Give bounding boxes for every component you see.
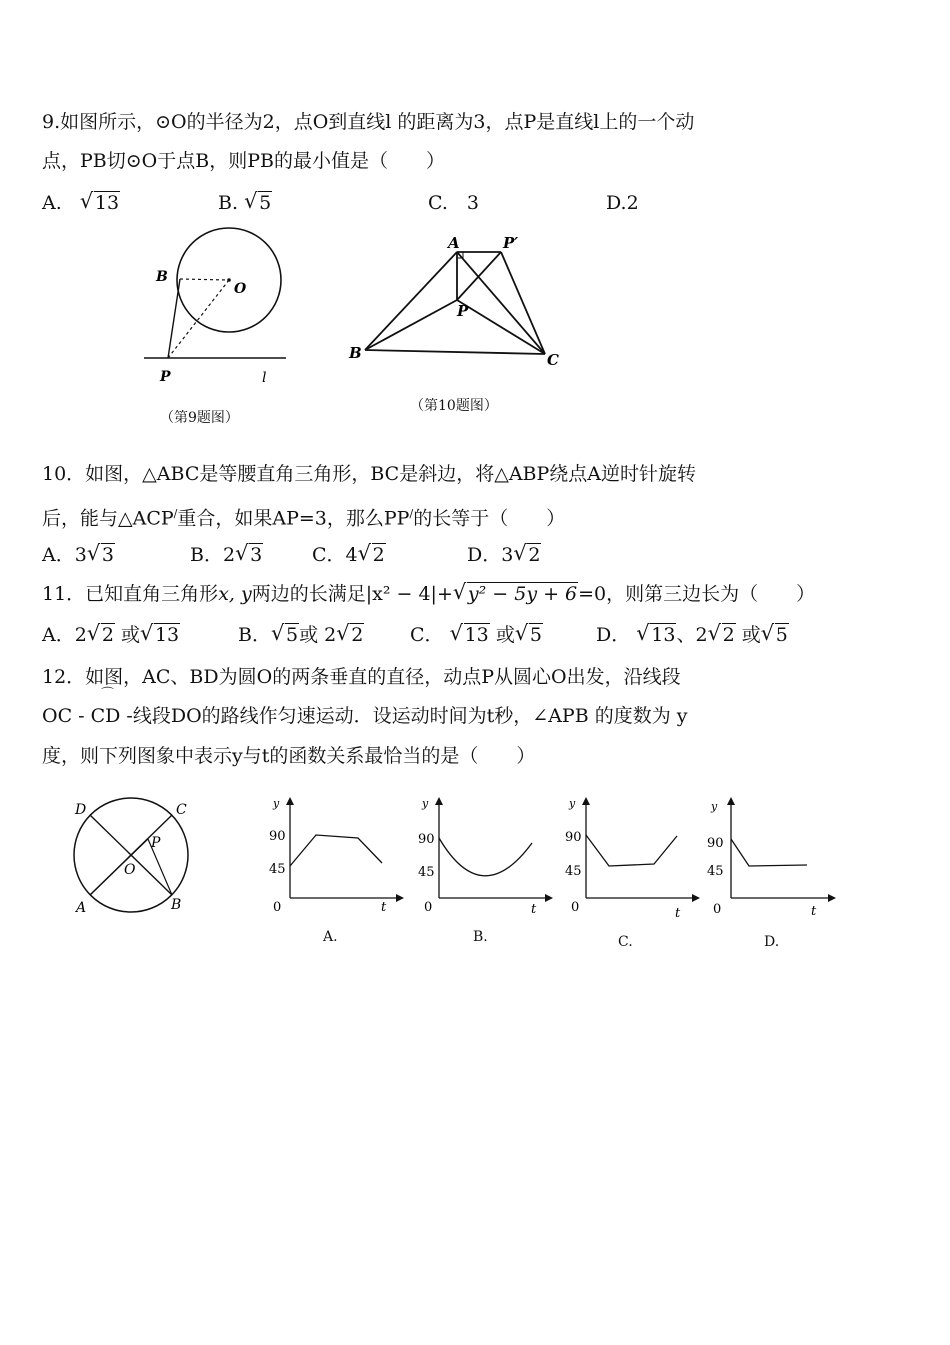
q12-label-a: A <box>76 900 87 916</box>
q11-option-a: A．2√ 2 或√ 13 <box>42 622 180 648</box>
q9-label-p: P <box>160 369 171 385</box>
q10-figure <box>345 230 565 370</box>
svg-text:y: y <box>422 797 429 810</box>
q9-figure <box>138 224 298 384</box>
svg-text:45: 45 <box>565 864 582 879</box>
q10-label-p: P <box>457 302 469 320</box>
q11-line-1: 11．已知直角三角形x, y两边的长满足|x² − 4|+√ y² − 5y + 6=0，则第三边长为（ ） <box>42 581 815 607</box>
svg-text:90: 90 <box>565 830 582 845</box>
q10-figure-caption: （第10题图） <box>410 398 498 414</box>
svg-text:y: y <box>569 797 576 810</box>
q9-option-c: C. 3 <box>428 192 479 214</box>
q11-option-b: B．√ 5或 2√ 2 <box>238 622 364 648</box>
svg-text:t: t <box>381 900 387 915</box>
svg-text:t: t <box>675 906 681 921</box>
q12-label-o: O <box>124 862 136 878</box>
q11-option-d: D． √ 13、2√ 2 或√ 5 <box>596 622 789 648</box>
q12-graph-b <box>414 793 554 918</box>
svg-text:45: 45 <box>707 864 724 879</box>
q9-center-dot <box>227 278 231 282</box>
svg-text:90: 90 <box>707 836 724 851</box>
q9-label-b: B <box>156 269 168 285</box>
q10-label-p-prime: P′ <box>503 234 519 252</box>
svg-text:0: 0 <box>273 900 282 915</box>
svg-text:0: 0 <box>571 900 580 915</box>
q12-graph-b-caption: B. <box>473 929 488 945</box>
q10-option-b: B．2√ 3 <box>190 542 263 568</box>
q12-line-3: 度，则下列图象中表示y与t的函数关系最恰当的是（ ） <box>42 745 536 767</box>
q9-figure-caption: （第9题图） <box>160 410 239 426</box>
svg-text:90: 90 <box>269 829 286 844</box>
q12-line-1: 12．如图，AC、BD为圆O的两条垂直的直径，动点P从圆心O出发，沿线段 <box>42 666 681 688</box>
q9-label-o: O <box>234 281 247 297</box>
q10-option-d: D．3√ 2 <box>467 542 541 568</box>
q12-graph-c-caption: C. <box>618 934 633 950</box>
q9-option-a: A. √ 13 <box>42 190 120 216</box>
q10-line-1: 10．如图，△ABC是等腰直角三角形，BC是斜边，将△ABP绕点A逆时针旋转 <box>42 463 697 485</box>
q9-segment-pb <box>168 279 180 358</box>
svg-text:0: 0 <box>424 900 433 915</box>
q12-arc-mark: ⌒ <box>101 687 115 702</box>
q12-line-2: OC - CD -线段DO的路线作匀速运动．设运动时间为t秒，∠APB 的度数为 y <box>42 705 688 727</box>
q9-line-2: 点，PB切⊙O于点B，则PB的最小值是（ ） <box>42 150 445 172</box>
svg-text:45: 45 <box>269 862 286 877</box>
svg-text:90: 90 <box>418 832 435 847</box>
q12-graph-d <box>703 793 843 918</box>
q9-label-l: l <box>262 370 267 386</box>
q10-line-2: 后，能与△ACP/重合，如果AP=3，那么PP/的长等于（ ） <box>42 507 566 530</box>
q10-label-b: B <box>349 344 362 362</box>
q9-option-d: D.2 <box>606 192 639 214</box>
q10-label-a: A <box>448 234 460 252</box>
q9-option-b: B. √ 5 <box>218 190 272 216</box>
svg-text:t: t <box>531 902 537 917</box>
q9-segment-po <box>168 280 229 358</box>
svg-text:t: t <box>811 904 817 919</box>
svg-text:45: 45 <box>418 865 435 880</box>
q10-option-c: C．4√ 2 <box>312 542 386 568</box>
q12-label-p: P <box>151 835 161 851</box>
q9-segment-bo <box>180 279 229 280</box>
q12-circle-figure <box>68 795 198 920</box>
q12-graph-a <box>265 793 405 918</box>
q10-option-a: A．3√ 3 <box>42 542 115 568</box>
q12-graph-a-caption: A. <box>323 929 338 945</box>
q12-label-d: D <box>75 802 87 818</box>
q9-line-1: 9.如图所示，⊙O的半径为2，点O到直线l 的距离为3，点P是直线l上的一个动 <box>42 111 695 133</box>
svg-text:y: y <box>273 797 280 810</box>
q10-label-c: C <box>547 351 559 369</box>
q12-graph-c <box>561 793 701 921</box>
q11-option-c: C． √ 13 或√ 5 <box>410 622 543 648</box>
svg-text:0: 0 <box>713 902 722 917</box>
q12-graph-d-caption: D. <box>764 934 780 950</box>
q12-label-c: C <box>176 802 187 818</box>
svg-text:y: y <box>711 800 718 813</box>
q12-label-b: B <box>171 897 182 913</box>
